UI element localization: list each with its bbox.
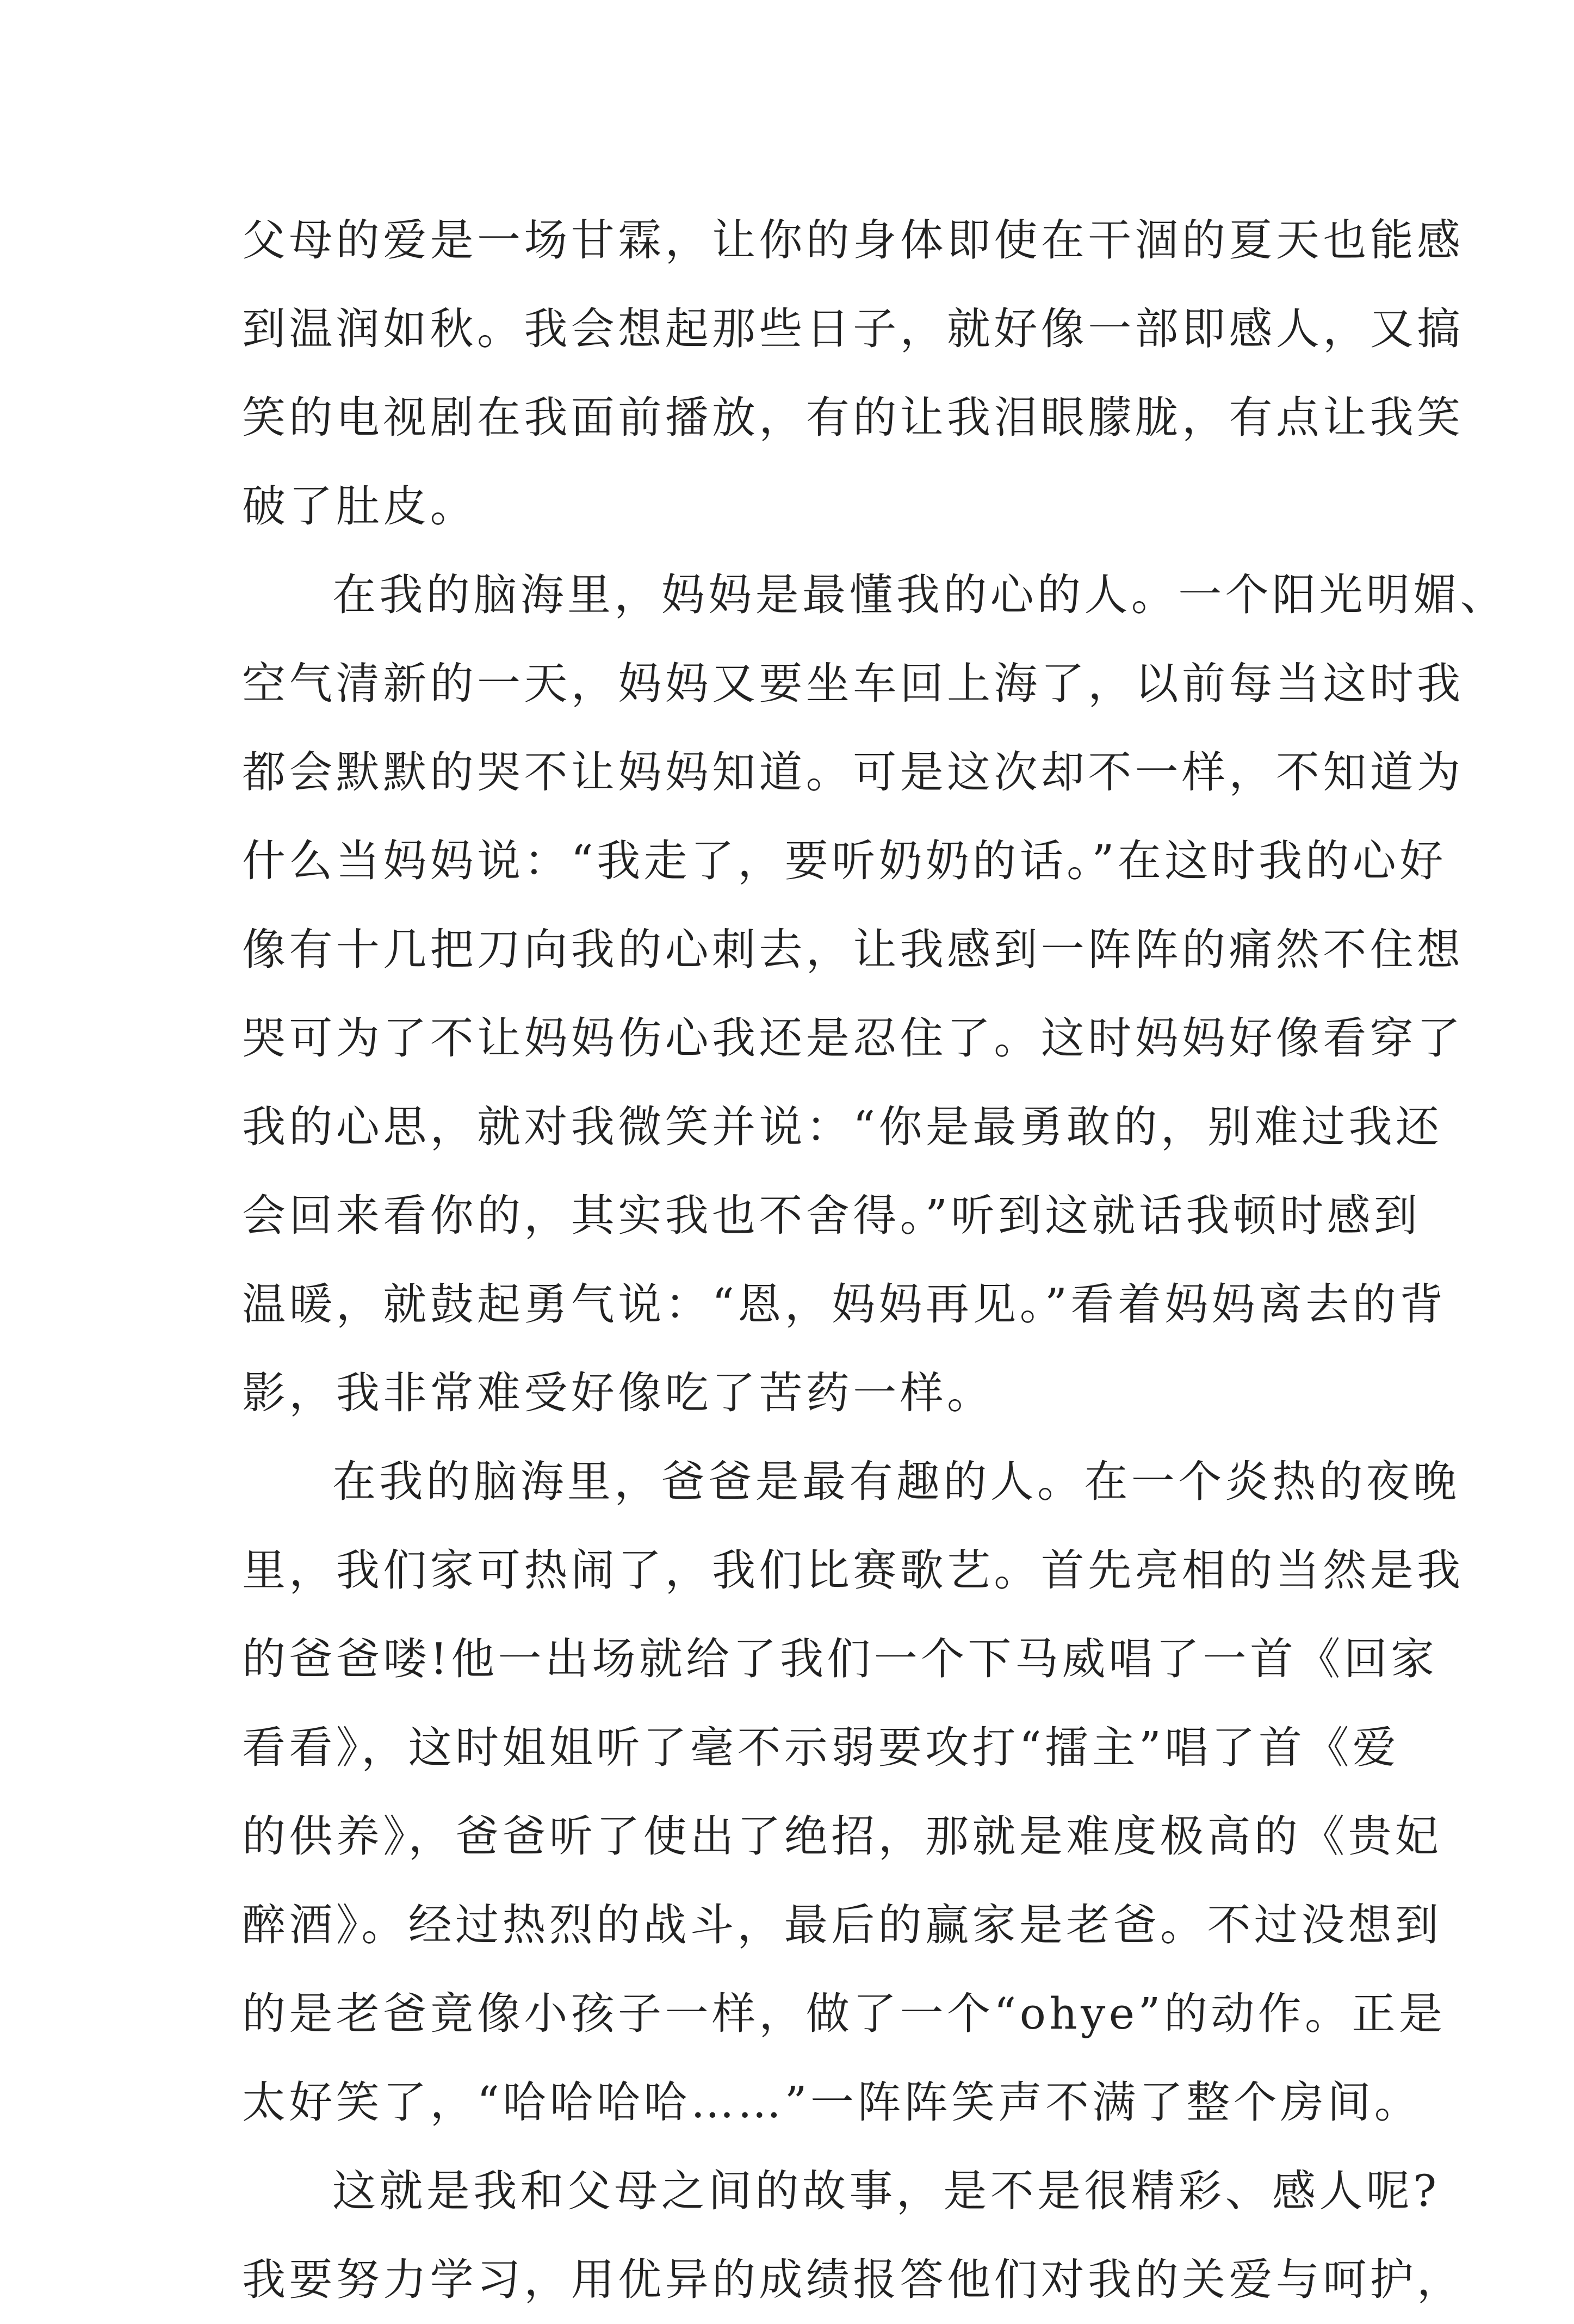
paragraph-first-line: 在我的脑海里，爸爸是最有趣的人。在一个炎热的夜晚 [332,1456,1460,1507]
text-line: 看看》，这时姐姐听了毫不示弱要攻打“擂主”唱了首《爱 [242,1722,1400,1773]
text-line: 我的心思，就对我微笑并说：“你是最勇敢的，别难过我还 [242,1102,1443,1152]
text-line: 破了肚皮。 [242,481,477,531]
text-line: 会回来看你的，其实我也不舍得。”听到这就话我顿时感到 [242,1190,1421,1241]
text-line: 的供养》，爸爸听了使出了绝招，那就是难度极高的《贵妃 [242,1811,1442,1862]
paragraph-first-line: 这就是我和父母之间的故事，是不是很精彩、感人呢? [332,2166,1440,2216]
text-line: 像有十几把刀向我的心刺去，让我感到一阵阵的痛然不住想 [242,924,1464,975]
text-line: 太好笑了，“哈哈哈哈……”一阵阵笑声不满了整个房间。 [242,2077,1422,2128]
paragraph-first-line: 在我的脑海里，妈妈是最懂我的心的人。一个阳光明媚、 [332,570,1507,620]
text-line: 都会默默的哭不让妈妈知道。可是这次却不一样，不知道为 [242,747,1464,798]
text-line: 里，我们家可热闹了，我们比赛歌艺。首先亮相的当然是我 [242,1545,1464,1596]
text-line: 笑的电视剧在我面前播放，有的让我泪眼朦胧，有点让我笑 [242,392,1464,443]
text-line: 到温润如秋。我会想起那些日子，就好像一部即感人，又搞 [242,304,1464,354]
text-line: 温暖，就鼓起勇气说：“恩，妈妈再见。”看着妈妈离去的背 [242,1279,1447,1330]
text-line: 的是老爸竟像小孩子一样，做了一个“ohye”的动作。正是 [242,1988,1446,2039]
text-line: 的爸爸喽!他一出场就给了我们一个下马威唱了一首《回家 [242,1634,1438,1684]
text-line: 醉酒》。经过热烈的战斗，最后的赢家是老爸。不过没想到 [242,1900,1442,1950]
text-line: 哭可为了不让妈妈伤心我还是忍住了。这时妈妈好像看穿了 [242,1013,1464,1064]
text-line: 父母的爱是一场甘霖，让你的身体即使在干涸的夏天也能感 [242,215,1464,265]
essay-body [242,196,1507,2324]
text-line: 我要努力学习，用优异的成绩报答他们对我的关爱与呵护， [242,2254,1464,2305]
text-line: 空气清新的一天，妈妈又要坐车回上海了，以前每当这时我 [242,658,1464,709]
text-line: 什么当妈妈说：“我走了，要听奶奶的话。”在这时我的心好 [242,836,1447,886]
text-line: 影，我非常难受好像吃了苦药一样。 [242,1368,994,1418]
